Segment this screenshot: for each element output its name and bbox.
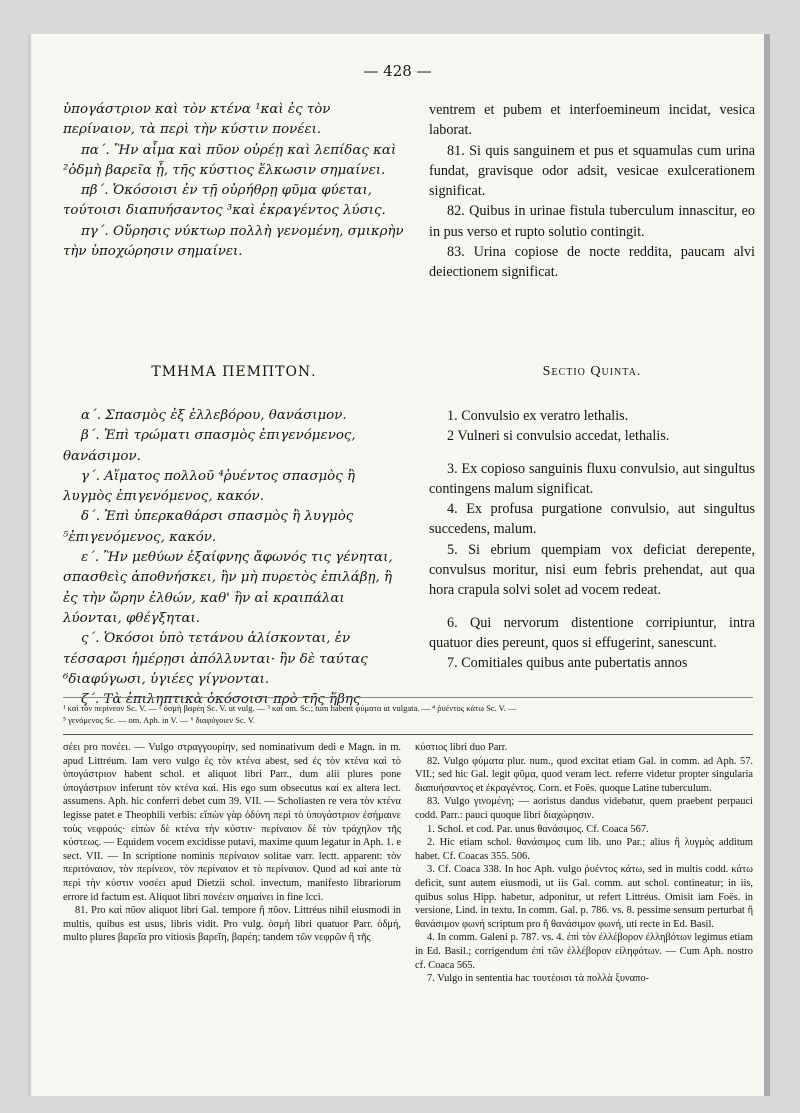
note-paragraph: 3. Cf. Coaca 338. In hoc Aph. vulgo ῥυέντος κάτω, sed in multis codd. κάτω deficit, sunt autem eiusmodi, ut iis Gal. comm. aut schol. contineatur; in iis, quibus solus Hipp. habetur, adponitur, ut refert Littréus. Omisit iam Foës. in versione, Lind. in textu. In comm. Gal. p. 786. vs. 8. pessime sensum perturbat ἢ θανάσιμον φωνή scriptum pro ἢ θανάσιμον φωνή, uti recte in Ed. Basil. (415, 864, 753, 930)
note-paragraph: κύστιος libri duo Parr. (415, 742, 508, 753)
apparatus-line: ⁵ γενόμενος Sc. — om. Aph. in V. — ⁶ διαφύγοιεν Sc. V. (63, 715, 256, 725)
commentary-notes (63, 734, 753, 985)
greek-paragraph: πβ΄. Ὁκόσοισι ἐν τῇ οὐρήθρῃ φῦμα φύεται, τούτοισι διαπυήσαντος ³καὶ ἐκραγέντος λύσις. (63, 183, 386, 219)
greek-paragraph: ζ΄. Τὰ ἐπιληπτικὰ ὁκόσοισι πρὸ τῆς ἥβης (81, 692, 361, 708)
greek-paragraph: ὑπογάστριον καὶ τὸν κτένα ¹καὶ ἐς τὸν περίναιον, τὰ περὶ τὴν κύστιν πονέει. (63, 102, 331, 138)
greek-paragraph: πγ΄. Οὔρησις νύκτωρ πολλὴ γενομένη, σμικρὴν τὴν ὑποχώρησιν σημαίνει. (63, 223, 404, 260)
note-paragraph: 1. Schol. et cod. Par. unus θανάσιμος. Cf. Coaca 567. (427, 823, 649, 835)
note-paragraph: 2. Hic etiam schol. θανάσιμος cum lib. uno Par.; alius ἢ λυγμὸς additum habet. Cf. Coacas 355. 506. (415, 837, 753, 862)
apparatus-line: ¹ καὶ τὸν περίνεον Sc. V. — ² ὀσμὴ βαρέη Sc. V. ut vulg. — ³ καὶ om. Sc.; tum habent φύματα ut vulgata. — ⁴ ῥυέντος κάτω Sc. V. — (63, 703, 517, 713)
book-page (28, 34, 770, 1096)
latin-paragraph: 2 Vulneri si convulsio accedat, lethalis. (447, 428, 670, 445)
latin-column-bottom (429, 406, 755, 674)
greek-paragraph: α΄. Σπασμὸς ἐξ ἐλλεβόρου, θανάσιμον. (81, 408, 347, 423)
notes-left-column (63, 741, 401, 945)
latin-paragraph: 81. Si quis sanguinem et pus et squamulas cum urina fundat, gravisque odor adsit, vesicae exulcerationem significat. (429, 142, 755, 200)
greek-paragraph: γ΄. Αἵματος πολλοῦ ⁴ῥυέντος σπασμὸς ἢ λυγμὸς ἐπιγενόμενος, κακόν. (63, 468, 355, 505)
note-paragraph: 7. Vulgo in sententia hac τουτέοισι τὰ πολλὰ ξυναπο- (427, 973, 650, 985)
latin-section-heading: Sectio Quinta. (542, 364, 642, 379)
latin-paragraph: 4. Ex profusa purgatione convulsio, aut singultus succedens, malum. (429, 501, 755, 538)
note-paragraph: σέει pro πονέει. — Vulgo στραγγουρίην, sed nominativum dedi e Magn. in m. apud Littréum. Iam vero vulgo ἐς τὸν κτένα abest, sed ἐς τὸν κτένα καὶ τὸ ὑπογάστριον habent schol. et aliquot libri Parr., dum alii plures pone ὑπογάστριον inferunt τὸν κτένα καί. His ego sum obsecutus καί ex altera lect. assumens. Aph. hic conferri debet cum 39. VII. — Scholiasten re vera τὸν κτένα legisse patet e Theophili verbis: εἴπὼν γὰρ ὀδύνη περὶ τὸ ὑπογάστριον ἐσήμαινε τοὺς νεφρούς· εἰπὼν δὲ κτένα τὴν κύστιν· περίναιον δὲ τὸν τράχηλον τῆς κύστεως. — Equidem vocem excidisse putavi, maxime quum legatur in Aph. 1. e sect. VII. — In scriptione nominis περίναιον solitae varr. lectt. apparent: τὸν περιτόναιον, τὸν περίνεον, τὸν περίναιον et τὸ περίναιον. Quod ad καί ante τὰ περὶ τὴν κύστιν νοσέει apud Dietzii schol. invectum, manifesto librariorum errore id factum est. Aliquot libri πονέειν σημαίνει in fine lcci. (63, 742, 401, 903)
greek-paragraph: πα΄. Ἢν αἷμα καὶ πῦον οὐρέῃ καὶ λεπίδας καὶ ²ὀδμὴ βαρεῖα ᾖ, τῆς κύστιος ἕλκωσιν σημαίνει. (63, 142, 397, 178)
greek-section-heading: ΤΜΗΜΑ ΠΕΜΠΤΟΝ. (151, 364, 317, 380)
latin-paragraph: 1. Convulsio ex veratro lethalis. (447, 408, 629, 424)
latin-paragraph: 6. Qui nervorum distentione corripiuntur, intra quatuor dies pereunt, quos si effugerint, sanescunt. (429, 614, 755, 651)
latin-paragraph: 7. Comitiales quibus ante pubertatis annos (447, 655, 688, 672)
notes-right-column (415, 741, 753, 986)
greek-paragraph: ε΄. Ἢν μεθύων ἐξαίφνης ἄφωνός τις γένηται, σπασθεὶς ἀποθνήσκει, ἢν μὴ πυρετὸς ἐπιλάβῃ, ἢ ἐς τὴν ὥρην ἐλθών, καθ' ἣν αἱ κραιπάλαι λύονται, φθέγξηται. (63, 550, 393, 626)
latin-paragraph: 83. Urina copiose de nocte reddita, paucam alvi deiectionem significat. (429, 244, 755, 281)
note-paragraph: 81. Pro καὶ πῦον aliquot libri Gal. tempore ἢ πῦον. Littréus nihil eiusmodi in multis, quibus est usus, libris vidit. Pro vulg. ὀσμὴ libri quatuor Parr. ὀδμή, multo plures βαρεῖα pro vitiosis βαρεῖη, βαρέη; tandem τῶν νεφρῶν ἢ τῆς (63, 905, 401, 944)
note-paragraph: 4. In comm. Galeni p. 787. vs. 4. ἐπὶ τὸν ἐλλέβορον ἐλληβότων legimus etiam in Ed. Basil.; corrigendum ἐπὶ τῶν ἐλλέβορον εἰληφότων. — Cum Aph. nostro cf. Coaca 565. (415, 932, 753, 971)
greek-paragraph: δ΄. Ἐπὶ ὑπερκαθάρσι σπασμὸς ἢ λυγμὸς ⁵ἐπιγενόμενος, κακόν. (63, 509, 354, 545)
latin-paragraph: 82. Quibus in urinae fistula tuberculum innascitur, eo in pus verso et rupto solutio contingit. (429, 203, 755, 240)
latin-paragraph: 3. Ex copioso sanguinis fluxu convulsio, aut singultus contingens malum significat. (429, 460, 755, 497)
note-paragraph: 83. Vulgo γινομένη; — aoristus dandus videbatur, quem praebent perpauci codd. Parr.: pauci quoque libri διαχώρησιν. (415, 796, 753, 821)
latin-paragraph: 5. Si ebrium quempiam vox deficiat derepente, convulsus moritur, nisi eum febris prehendat, aut qua hora crapula solvi solet ad vocem redeat. (429, 541, 755, 599)
greek-paragraph: β΄. Ἐπὶ τρώματι σπασμὸς ἐπιγενόμενος, θανάσιμον. (63, 428, 356, 464)
note-paragraph: 82. Vulgo φύματα plur. num., quod excitat etiam Gal. in comm. ad Aph. 57. VII.; sed hic Gal. legit φῦμα, quod veram lect. referre videtur propter singularia διαπυήσαντος et ἐκραγέντος. Corn. et Foës. quoque Latine tuberculum. (415, 755, 753, 794)
latin-column-top (429, 100, 755, 283)
page-number: — 428 — (363, 62, 432, 80)
greek-column-top (63, 100, 405, 262)
greek-paragraph: ς΄. Ὁκόσοι ὑπὸ τετάνου ἁλίσκονται, ἐν τέσσαρσι ἡμέρῃσι ἀπόλλυνται· ἢν δὲ ταύτας ⁶διαφύγωσι, ὑγιέες γίγνονται. (63, 631, 368, 687)
greek-column-bottom (63, 406, 405, 710)
critical-apparatus (63, 697, 753, 726)
latin-paragraph: ventrem et pubem et interfoemineum incidat, vesica laborat. (429, 102, 755, 139)
